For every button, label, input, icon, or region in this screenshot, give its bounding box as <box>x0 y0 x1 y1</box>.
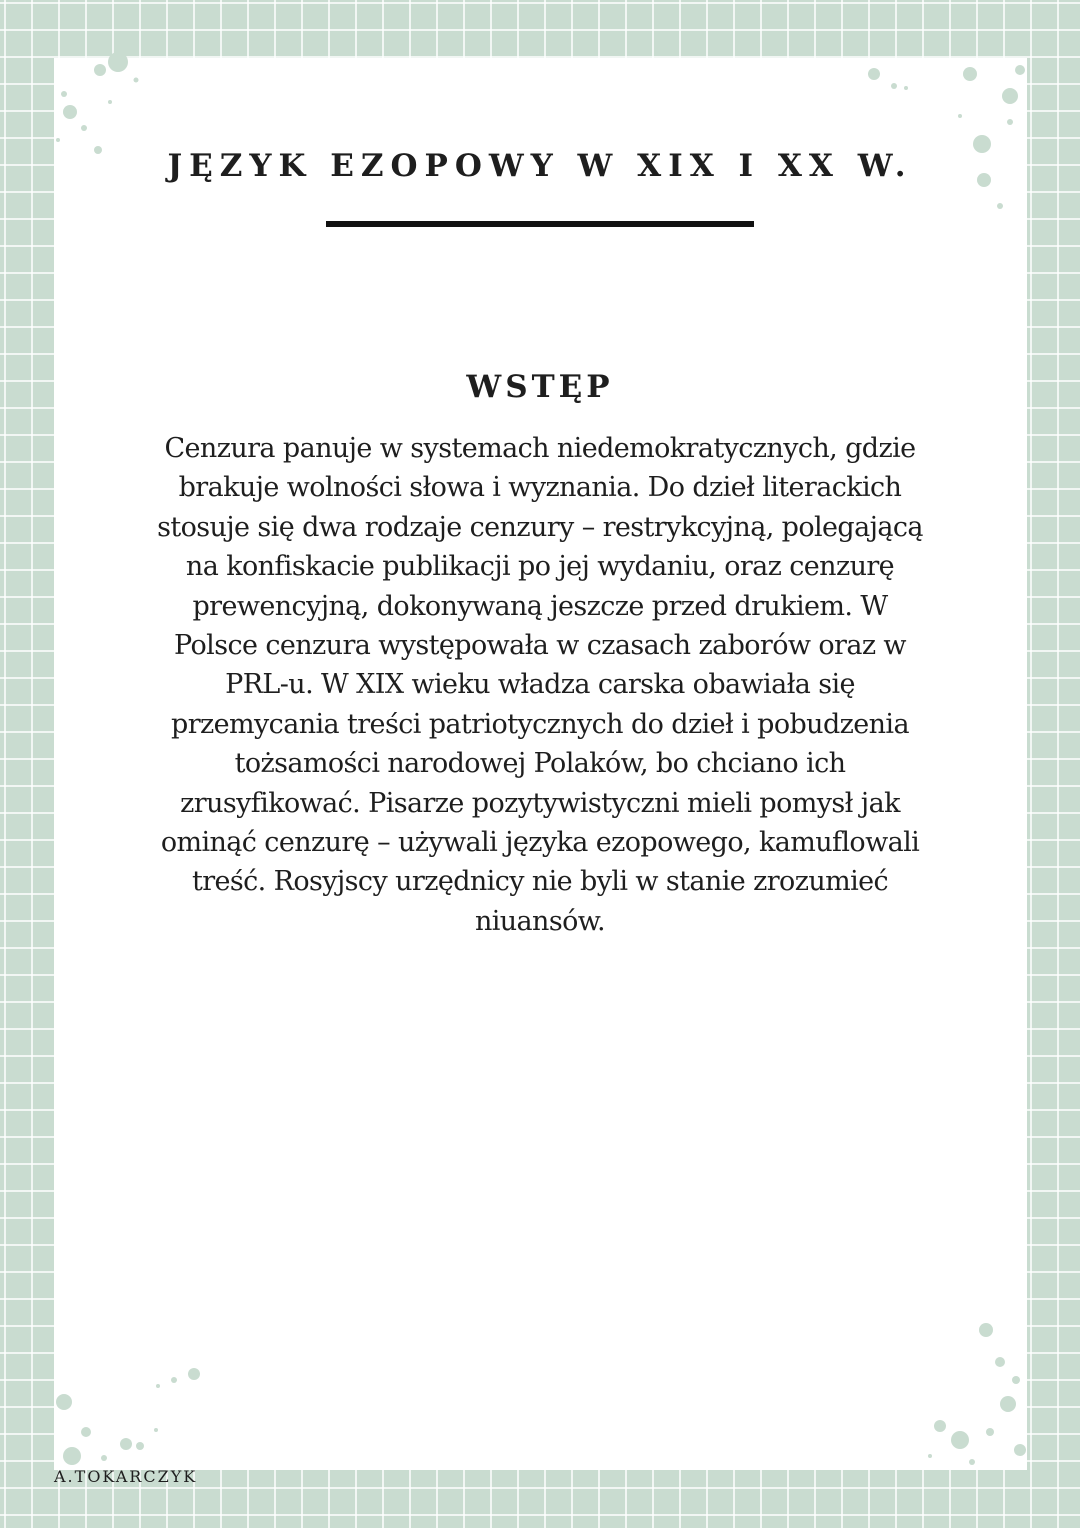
section-heading: WSTĘP <box>466 369 614 405</box>
body-line: przemycania treści patriotycznych do dzieł i pobudzenia <box>171 708 909 740</box>
body-line: niuansów. <box>474 905 606 937</box>
author-signature: A.TOKARCZYK <box>54 1467 198 1486</box>
body-line: tożsamości narodowej Polaków, bo chciano ich <box>234 748 846 780</box>
body-paragraph <box>100 429 980 941</box>
title-underline <box>326 221 754 227</box>
body-line: stosuje się dwa rodzaje cenzury – restrykcyjną, polegającą <box>157 511 923 543</box>
body-line: na konfiskacie publikacji po jej wydaniu, oraz cenzurę <box>185 551 895 583</box>
document-title: JĘZYK EZOPOWY W XIX I XX W. <box>167 148 913 184</box>
body-line: Cenzura panuje w systemach niedemokratycznych, gdzie <box>164 433 916 464</box>
body-line: brakuje wolności słowa i wyznania. Do dzieł literackich <box>178 472 902 504</box>
body-line: ominąć cenzurę – używali języka ezopowego, kamuflowali <box>160 827 920 859</box>
body-line: PRL-u. W XIX wieku władza carska obawiała się <box>225 669 855 701</box>
body-line: Polsce cenzura występowała w czasach zaborów oraz w <box>174 630 906 662</box>
body-line: treść. Rosyjscy urzędnicy nie byli w stanie zrozumieć <box>191 866 889 898</box>
body-line: zrusyfikować. Pisarze pozytywistyczni mieli pomysł jak <box>180 787 900 819</box>
body-line: prewencyjną, dokonywaną jeszcze przed drukiem. W <box>192 590 888 622</box>
